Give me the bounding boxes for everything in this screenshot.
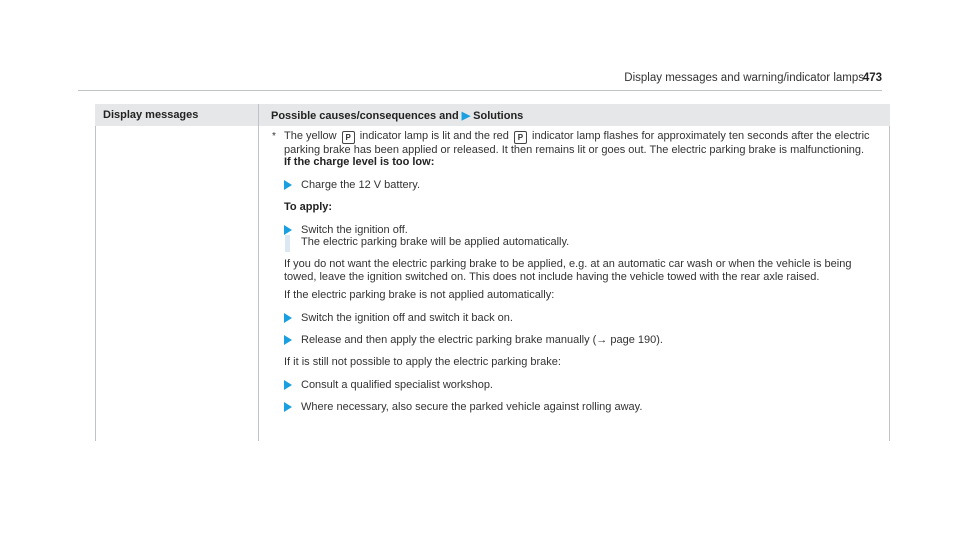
footnote-mark: * bbox=[272, 131, 276, 142]
text-yellow: The yellow bbox=[284, 130, 337, 142]
not-applied-paragraph: If you do not want the electric parking brake to be applied, e.g. at an automatic car wash or when the vehicle is being towed, leave the ignition switched on. This does not include having the vehicle towed with the rear axle raised. bbox=[284, 258, 852, 283]
parking-brake-lamp-icon: P bbox=[514, 131, 527, 144]
step-release-text: Release and then apply the electric parking brake manually (→ page 190). bbox=[301, 334, 663, 347]
running-header bbox=[0, 0, 960, 92]
step-charge bbox=[284, 179, 884, 191]
table-header-row bbox=[95, 104, 890, 126]
col-heading-causes-solutions bbox=[271, 109, 523, 122]
text-malfunction: indicator lamp flashes for approximately ten seconds after the electric parking brake has been applied or released. It then remains lit or goes out. The electric parking brake is malfunctioning. bbox=[284, 130, 870, 156]
parking-brake-lamp-icon: P bbox=[342, 131, 355, 144]
solutions-cell bbox=[284, 130, 884, 414]
step-switch-off-result: The electric parking brake will be applied automatically. bbox=[301, 236, 570, 249]
text-red: indicator lamp is lit and the red bbox=[359, 130, 509, 142]
page-number: 473 bbox=[862, 72, 882, 84]
step-arrow-icon bbox=[284, 180, 292, 190]
step-switch-off bbox=[284, 224, 884, 249]
to-apply-heading: To apply: bbox=[284, 201, 333, 214]
not-auto-paragraph: If the electric parking brake is not applied automatically: bbox=[284, 289, 555, 302]
step-release bbox=[284, 334, 884, 346]
section-title: Display messages and warning/indicator lamps bbox=[624, 72, 864, 84]
col-heading-display-messages: Display messages bbox=[103, 109, 199, 121]
step-arrow-icon bbox=[284, 402, 292, 412]
column-divider bbox=[258, 104, 259, 441]
step-off-on bbox=[284, 312, 884, 324]
step-switch-off-text: Switch the ignition off. bbox=[301, 223, 408, 236]
result-bar bbox=[285, 235, 290, 252]
col-heading-solutions: Solutions bbox=[473, 110, 524, 122]
table-left-border bbox=[95, 126, 96, 441]
header-divider bbox=[78, 90, 882, 91]
step-consult bbox=[284, 379, 884, 391]
step-arrow-icon bbox=[284, 380, 292, 390]
step-consult-text: Consult a qualified specialist workshop. bbox=[301, 378, 493, 391]
play-arrow-icon: ▶ bbox=[461, 110, 471, 122]
step-arrow-icon bbox=[284, 335, 292, 345]
table-right-border bbox=[889, 126, 890, 441]
charge-low-heading: If the charge level is too low: bbox=[284, 156, 435, 169]
malfunction-paragraph bbox=[284, 130, 884, 156]
step-charge-text: Charge the 12 V battery. bbox=[301, 178, 421, 191]
step-off-on-text: Switch the ignition off and switch it back on. bbox=[301, 311, 513, 324]
col-heading-causes: Possible causes/consequences and bbox=[271, 110, 459, 122]
still-paragraph: If it is still not possible to apply the electric parking brake: bbox=[284, 356, 561, 369]
step-arrow-icon bbox=[284, 225, 292, 235]
step-arrow-icon bbox=[284, 313, 292, 323]
step-secure-text: Where necessary, also secure the parked vehicle against rolling away. bbox=[301, 401, 643, 414]
step-secure bbox=[284, 401, 884, 413]
